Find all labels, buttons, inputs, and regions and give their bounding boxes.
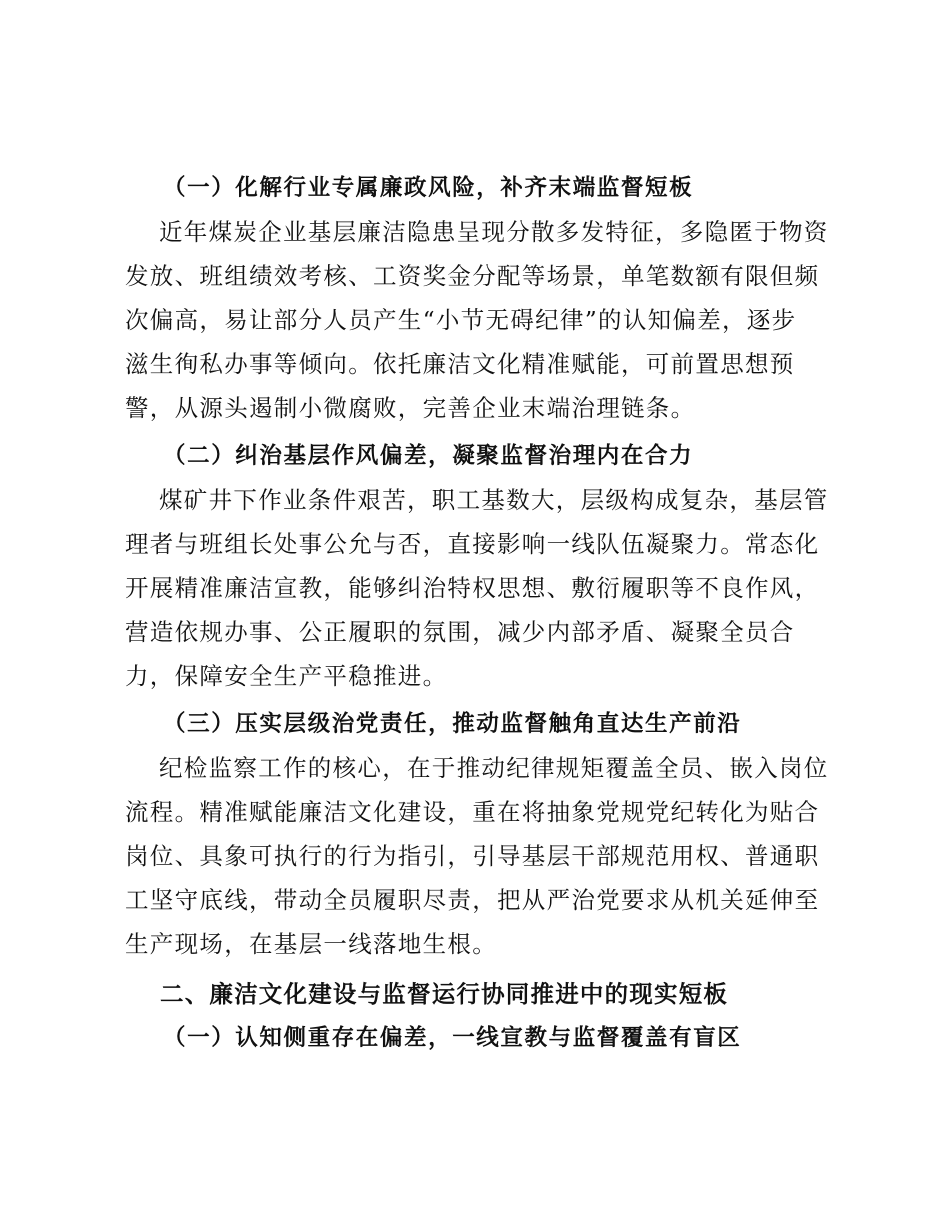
paragraph-line: 营造依规办事、公正履职的氛围，减少内部矛盾、凝聚全员合 [125,618,795,646]
paragraph-line: 近年煤炭企业基层廉洁隐患呈现分散多发特征，多隐匿于物资 [159,218,829,246]
document-body [125,166,830,1060]
paragraph-line: 警，从源头遏制小微腐败，完善企业末端治理链条。 [125,394,696,422]
paragraph-2 [125,478,830,698]
paragraph-line: 力，保障安全生产平稳推进。 [125,662,448,690]
paragraph-line: 工坚守底线，带动全员履职尽责，把从严治党要求从机关延伸至 [125,886,820,914]
section-heading-2-1: （一）认知侧重存在偏差，一线宣教与监督覆盖有盲区 [163,1025,742,1051]
paragraph-line: 发放、班组绩效考核、工资奖金分配等场景，单笔数额有限但频 [125,262,820,290]
paragraph-line: 煤矿井下作业条件艰苦，职工基数大，层级构成复杂，基层管 [159,486,829,514]
section-heading-1-3: （三）压实层级治党责任，推动监督触角直达生产前沿 [163,711,742,737]
paragraph-line: 开展精准廉洁宣教，能够纠治特权思想、敷衍履职等不良作风， [125,574,820,602]
paragraph-3 [125,746,830,966]
section-heading-1-2: （二）纠治基层作风偏差，凝聚监督治理内在合力 [163,443,694,469]
paragraph-line: 流程。精准赋能廉洁文化建设，重在将抽象党规党纪转化为贴合 [125,798,820,826]
chapter-heading-2: 二、廉洁文化建设与监督运行协同推进中的现实短板 [160,980,729,1008]
paragraph-line: 岗位、具象可执行的行为指引，引导基层干部规范用权、普通职 [125,842,820,870]
paragraph-line: 纪检监察工作的核心，在于推动纪律规矩覆盖全员、嵌入岗位 [159,754,829,782]
paragraph-1 [125,210,830,430]
section-heading-1-1: （一）化解行业专属廉政风险，补齐末端监督短板 [163,175,694,201]
paragraph-line: 生产现场，在基层一线落地生根。 [125,930,497,958]
paragraph-line: 理者与班组长处事公允与否，直接影响一线队伍凝聚力。常态化 [125,530,820,558]
paragraph-line: 滋生徇私办事等倾向。依托廉洁文化精准赋能，可前置思想预 [125,350,795,378]
paragraph-line: 次偏高，易让部分人员产生“小节无碍纪律”的认知偏差，逐步 [125,306,797,334]
